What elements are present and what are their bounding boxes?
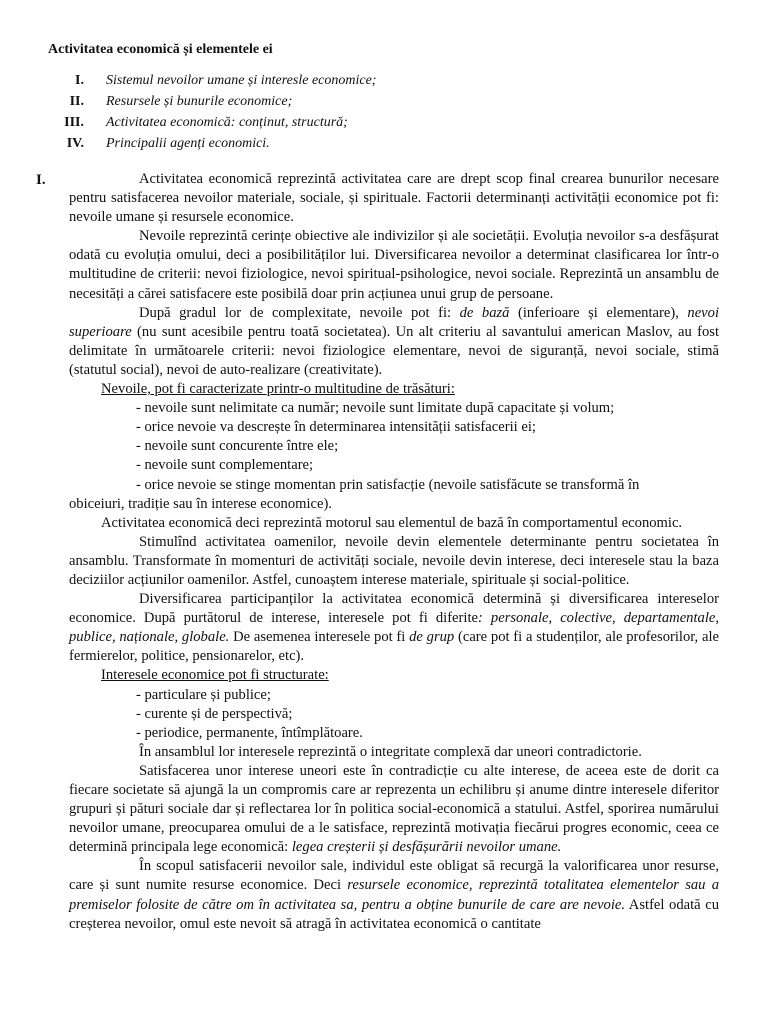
document-title: Activitatea economică și elementele ei bbox=[48, 42, 273, 57]
toc-text: Principalii agenți economici. bbox=[106, 136, 270, 151]
paragraph: Stimulînd activitatea oamenilor, nevoile devin elementele determinante pentru societatea în ansamblu. Transformate în momenturi de activități sociale, nevoile devin interese, deci interesele stau la baza deciziilor acțiunilor oamenilor. Astfel, cunoaștem interese materiale, spirituale și social-politice. bbox=[69, 533, 719, 588]
paragraph bbox=[69, 762, 719, 857]
toc-number: III. bbox=[64, 115, 84, 130]
list-item: - nevoile sunt nelimitate ca număr; nevoile sunt limitate după capacitate și volum; bbox=[136, 400, 615, 417]
toc-number: I. bbox=[75, 73, 84, 88]
text-run: După gradul lor de complexitate, nevoile pot fi: bbox=[139, 304, 460, 321]
text-run: Astfel odată cu creșterea nevoilor, omul este nevoit să atragă în activitatea economică o cantitate bbox=[69, 896, 719, 932]
toc-item bbox=[0, 136, 768, 157]
toc-text: Sistemul nevoilor umane și interesle economice; bbox=[106, 73, 377, 88]
text-run: (nu sunt acesibile pentru toată societatea). Un alt criteriu al savantului american Maslov, au fost delimitate în următoarele criterii: nevoi fiziologice elementare, nevoi de siguranță, nevoi sociale, stimă (statutul social), nevoi de auto-realizare (creativitate). bbox=[69, 323, 719, 378]
toc-item bbox=[0, 73, 768, 94]
list-item: - periodice, permanente, întîmplătoare. bbox=[136, 724, 363, 741]
italic-run: legea creșterii și desfășurării nevoilor umane. bbox=[291, 839, 562, 856]
paragraph: Activitatea economică reprezintă activitatea care are drept scop final crearea bunurilor necesare pentru satisfacerea nevoilor materiale, sociale, și spirituale. Factorii determinanți activității economice pot fi: nevoile umane și resursele economice. bbox=[69, 171, 719, 226]
italic-run: de bază bbox=[459, 304, 510, 321]
list-item: - particulare și publice; bbox=[136, 686, 271, 703]
italic-run: nevoi superioare bbox=[69, 304, 719, 340]
paragraph bbox=[69, 304, 719, 380]
paragraph: În ansamblul lor interesele reprezintă o integritate complexă dar uneori contradictorie. bbox=[139, 743, 642, 760]
table-of-contents bbox=[0, 73, 768, 157]
subheading: Interesele economice pot fi structurate: bbox=[101, 667, 329, 684]
italic-run: : personale, colective, departamentale, publice, naționale, globale. bbox=[69, 610, 719, 646]
toc-item bbox=[0, 94, 768, 115]
text-run: (inferioare și elementare), bbox=[509, 304, 688, 321]
section-number: I. bbox=[36, 172, 46, 188]
text-run: De asemenea interesele pot fi bbox=[229, 629, 410, 646]
text-run: Diversificarea participanților la activitatea economică determină și diversificarea intereselor economice. După purtătorul de interese, interesele pot fi diferite bbox=[69, 591, 719, 627]
text-run: În scopul satisfacerii nevoilor sale, individul este obligat să recurgă la valorificarea unor resurse, care și sunt numite resurse economice. Deci bbox=[69, 858, 719, 894]
list-item: - nevoile sunt concurente între ele; bbox=[136, 438, 339, 455]
toc-text: Activitatea economică: conținut, structură; bbox=[106, 115, 348, 130]
list-item: - orice nevoie se stinge momentan prin satisfacție (nevoile satisfăcute se transformă în bbox=[136, 476, 640, 493]
text-run: (care pot fi a studenților, ale profesorilor, ale fermierelor, politice, pensionarelor, etc). bbox=[69, 629, 719, 665]
toc-text: Resursele și bunurile economice; bbox=[106, 94, 293, 109]
toc-number: IV. bbox=[66, 136, 84, 151]
toc-item bbox=[0, 115, 768, 136]
text-run: Satisfacerea unor interese uneori este în contradicție cu alte interese, de aceea este de dorit ca fiecare societate să ajungă la un compromis care ar reprezenta un echilibru și anume dintre interesele diferitor grupuri și pături sociale dar și reflectarea lor în politica social-economică a statului. Astfel, sporirea numărului nevoilor umane, preocuparea omului de a le satisface, reprezintă motivația fiecărui progres economic, ceea ce determină principala lege economică: bbox=[69, 762, 719, 856]
italic-run: de grup bbox=[409, 629, 455, 646]
list-item: - curente și de perspectivă; bbox=[136, 705, 293, 722]
list-item: - orice nevoie va descrește în determinarea intensității satisfacerii ei; bbox=[136, 419, 536, 436]
subheading: Nevoile, pot fi caracterizate printr-o multitudine de trăsături: bbox=[101, 381, 455, 398]
paragraph: Activitatea economică deci reprezintă motorul sau elementul de bază în comportamentul economic. bbox=[101, 514, 683, 531]
paragraph bbox=[69, 857, 719, 933]
toc-number: II. bbox=[69, 94, 84, 109]
paragraph bbox=[69, 590, 719, 666]
list-item: - nevoile sunt complementare; bbox=[136, 457, 314, 474]
list-item-continuation: obiceiuri, tradiție sau în interese economice). bbox=[69, 495, 332, 512]
italic-run: resursele economice, reprezintă totalitatea elementelor sau a premiselor folosite de către om în activitatea sa, pentru a obține bunurile de care are nevoie. bbox=[69, 877, 719, 913]
document-body bbox=[69, 170, 719, 934]
paragraph: Nevoile reprezintă cerințe obiective ale indivizilor și ale societății. Evoluția nevoilor s-a desfășurat odată cu evoluția omului, deci a posibilităților lui. Diversificarea nevoilor a determinat clasificarea lor într-o multitudine de criterii: nevoi fiziologice, nevoi spiritual-psihologice, nevoi sociale. Reprezintă un ansamblu de necesități a cărei satisfacere este posibilă doar prin acțiunea unui grup de persoane. bbox=[69, 228, 719, 302]
